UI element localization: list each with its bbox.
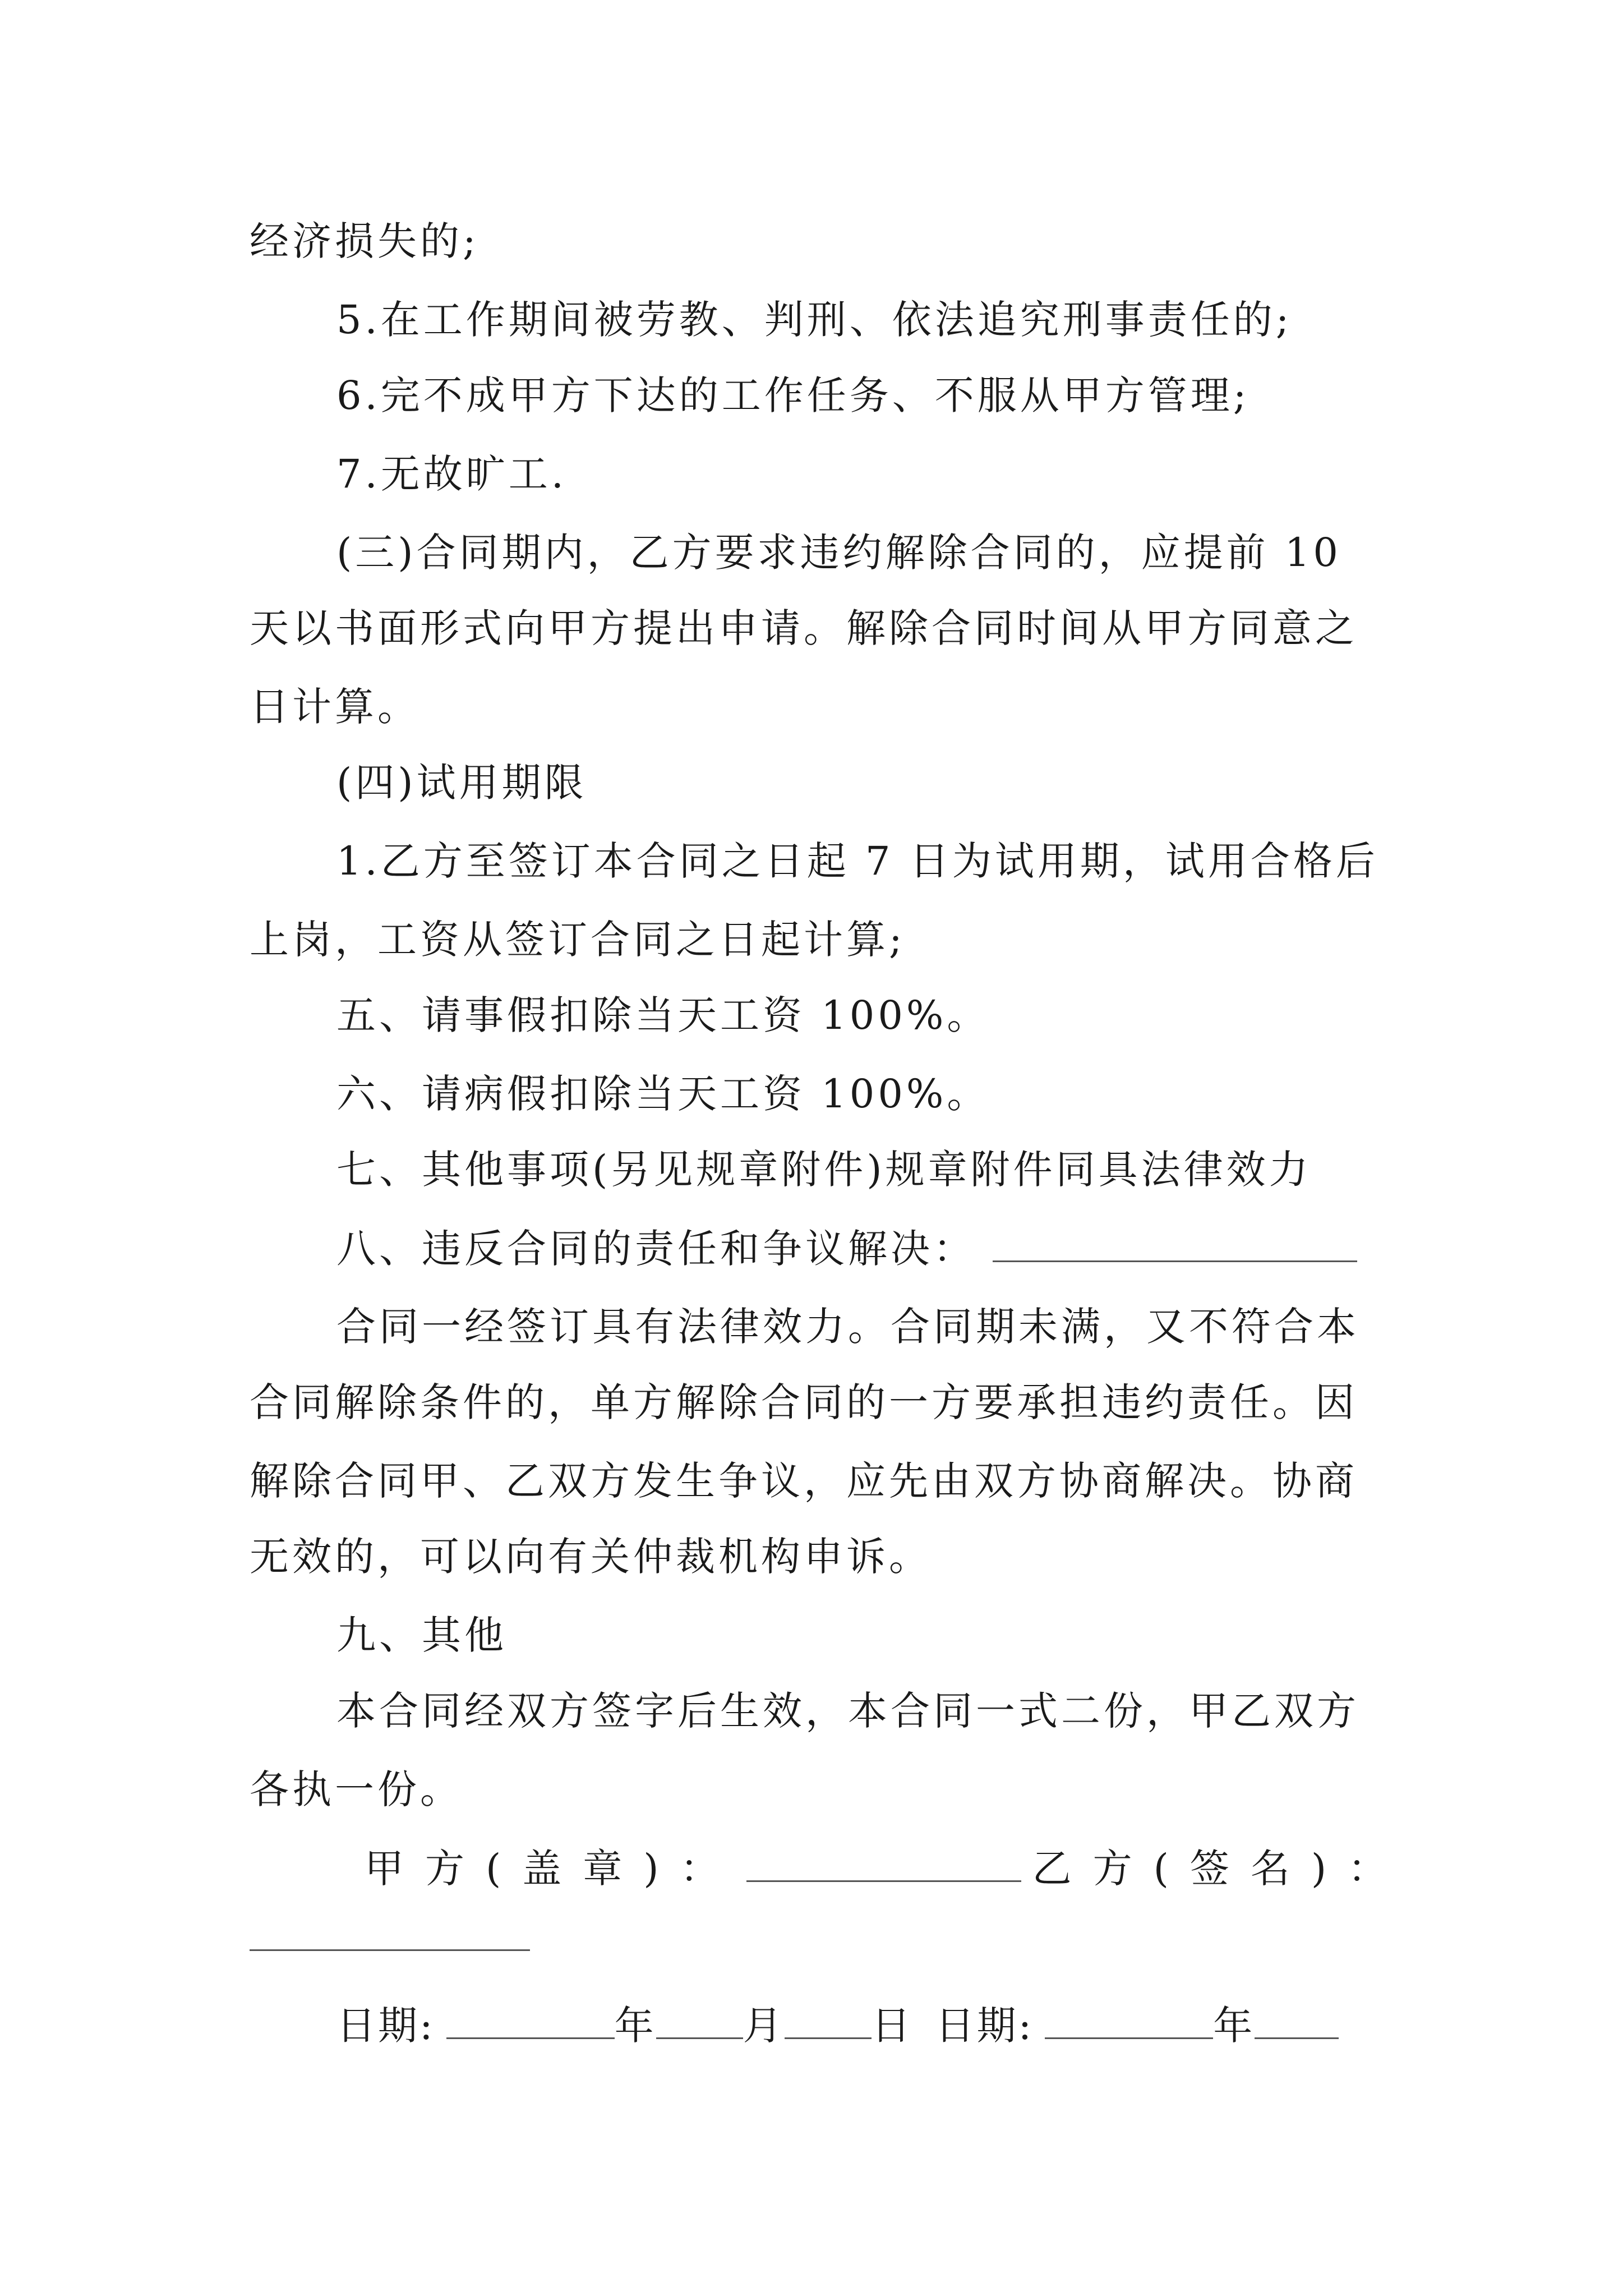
month-b-blank[interactable] (1255, 1997, 1339, 2039)
text-line-5: (三)合同期内，乙方要求违约解除合同的，应提前 10 (336, 530, 1341, 576)
party-b-label: 乙方(签名)： (1032, 1846, 1409, 1892)
text-line-11: 五、请事假扣除当天工资 100%。 (336, 992, 990, 1038)
text-line-4: 7.无故旷工. (336, 451, 568, 497)
text-line-2: 5.在工作期间被劳教、判刑、依法追究刑事责任的; (336, 297, 1293, 343)
text-line-9: 1.乙方至签订本合同之日起 7 日为试用期，试用合格后 (336, 838, 1378, 884)
text-line-15: 合同一经签订具有法律效力。合同期未满，又不符合本 (336, 1304, 1359, 1350)
text-line-18: 无效的，可以向有关仲裁机构申诉。 (250, 1534, 932, 1580)
signature-line (365, 1840, 1409, 1897)
text-line-10: 上岗，工资从签订合同之日起计算; (250, 917, 906, 963)
dispute-blank[interactable] (993, 1220, 1357, 1262)
text-line-6: 天以书面形式向甲方提出申请。解除合同时间从甲方同意之 (250, 605, 1358, 651)
text-line-21: 各执一份。 (250, 1766, 463, 1812)
month-a-label: 月 (743, 2003, 785, 2049)
dispute-heading: 八、违反合同的责任和争议解决： (336, 1226, 976, 1272)
text-line-1: 经济损失的; (250, 218, 479, 264)
date-label-a: 日期: (336, 2003, 435, 2049)
text-line-16: 合同解除条件的，单方解除合同的一方要承担违约责任。因 (250, 1379, 1358, 1425)
text-line-3: 6.完不成甲方下达的工作任务、不服从甲方管理; (336, 372, 1250, 418)
party-a-label: 甲方(盖章)： (365, 1846, 741, 1892)
text-line-8: (四)试用期限 (336, 760, 587, 806)
year-a-blank[interactable] (446, 1997, 615, 2039)
year-b-label: 年 (1213, 2003, 1255, 2049)
party-a-blank[interactable] (746, 1840, 1021, 1882)
dispute-heading-line (336, 1220, 1388, 1277)
text-line-19: 九、其他 (336, 1612, 507, 1658)
text-line-7: 日计算。 (250, 684, 420, 730)
month-a-blank[interactable] (656, 1997, 743, 2039)
text-line-12: 六、请病假扣除当天工资 100%。 (336, 1071, 990, 1117)
day-a-blank[interactable] (785, 1997, 872, 2039)
text-line-13: 七、其他事项(另见规章附件)规章附件同具法律效力 (336, 1147, 1312, 1193)
text-line-17: 解除合同甲、乙双方发生争议，应先由双方协商解决。协商 (250, 1458, 1358, 1504)
year-b-blank[interactable] (1045, 1997, 1213, 2039)
day-a-label: 日 (871, 2003, 913, 2049)
date-line (336, 1997, 1388, 2054)
date-label-b: 日期: (935, 2003, 1034, 2049)
year-a-label: 年 (614, 2003, 656, 2049)
text-line-20: 本合同经双方签字后生效，本合同一式二份，甲乙双方 (336, 1688, 1359, 1734)
party-b-blank[interactable] (250, 1949, 530, 1951)
